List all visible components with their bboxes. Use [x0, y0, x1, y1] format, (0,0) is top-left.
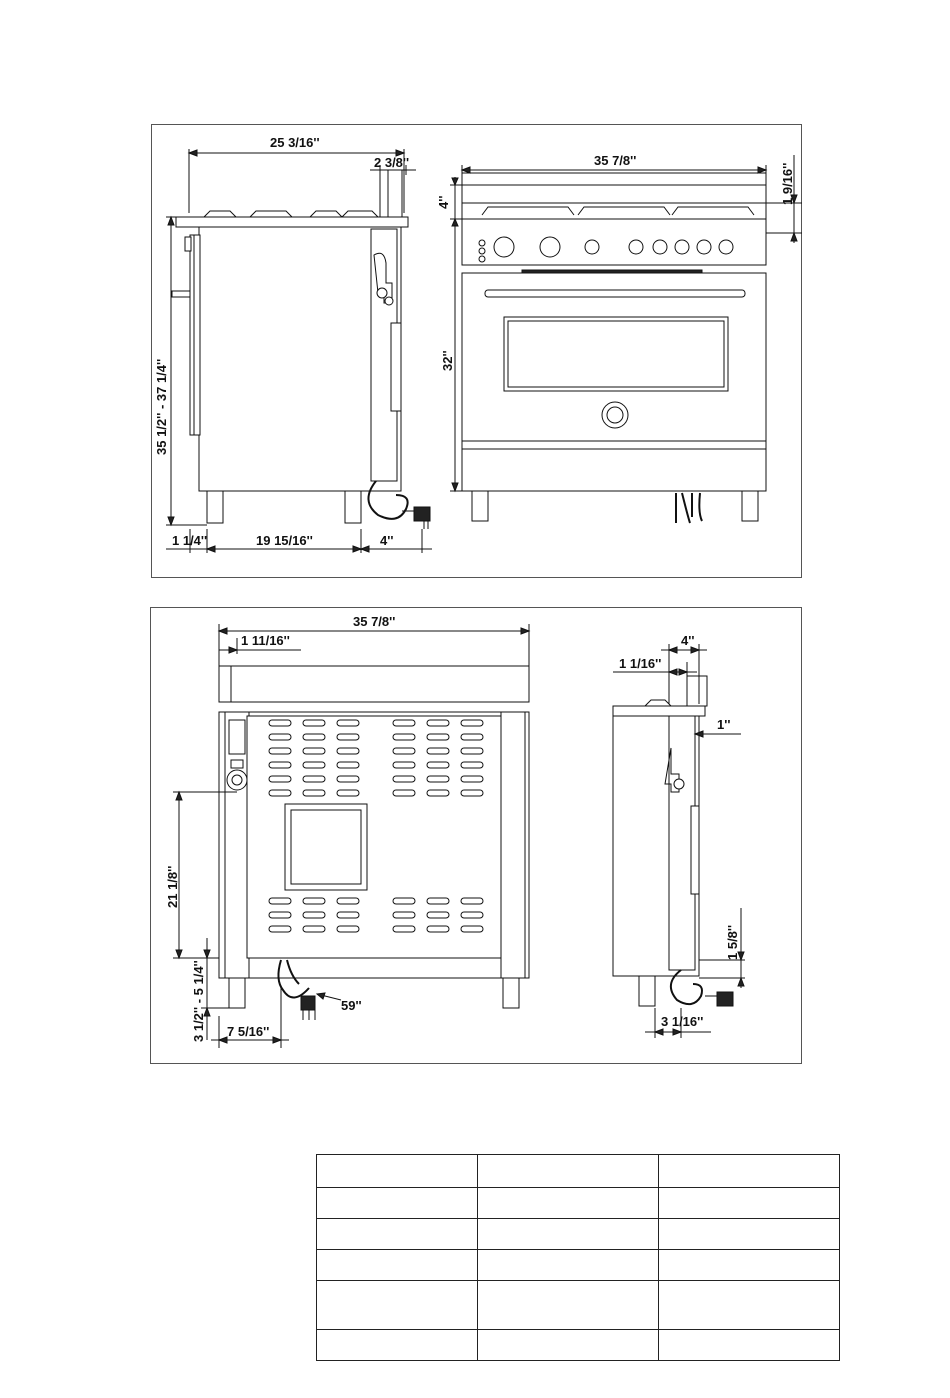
detail-cord-offset-label: 3 1/16'' — [661, 1014, 704, 1029]
burner-knob-icon — [719, 240, 733, 254]
side-and-front-view-drawing — [152, 125, 801, 577]
rear-left-leg — [229, 978, 245, 1008]
oven-handle — [485, 290, 745, 297]
detail-inlet-depth-label: 1 1/16'' — [619, 656, 662, 671]
spec-table-cell — [317, 1155, 478, 1188]
vent-slot — [393, 926, 415, 932]
oven-height-label: 32'' — [440, 350, 455, 371]
vent-slot — [269, 790, 291, 796]
rear-backguard — [219, 666, 529, 702]
rear-and-side-detail-panel — [150, 607, 802, 1064]
vent-slot — [393, 776, 415, 782]
vent-slot — [337, 720, 359, 726]
function-dial-icon — [540, 237, 560, 257]
front-backguard — [462, 173, 766, 203]
vent-slot — [337, 790, 359, 796]
vent-slot — [337, 926, 359, 932]
gas-inlet-icon — [227, 770, 247, 790]
thermostat-dial-icon — [494, 237, 514, 257]
spec-table-cell — [659, 1281, 840, 1330]
range-front-view — [462, 173, 766, 523]
side-rear-leg — [345, 491, 361, 523]
spec-table-cell — [659, 1250, 840, 1281]
vent-slot — [427, 734, 449, 740]
front-left-leg — [472, 491, 488, 521]
burner-knob-icon — [653, 240, 667, 254]
detail-inlet-from-floor-label: 1 5/8'' — [725, 924, 740, 960]
spec-table-row — [317, 1281, 840, 1330]
oven-window — [504, 317, 728, 391]
side-backguard — [380, 170, 402, 217]
detail-clearance-label: 1'' — [717, 717, 731, 732]
spec-table-cell — [478, 1188, 659, 1219]
side-plug — [414, 507, 430, 521]
spec-table-row — [317, 1219, 840, 1250]
vent-slot — [303, 926, 325, 932]
vent-slot — [461, 926, 483, 932]
spec-table-cell — [659, 1155, 840, 1188]
cooktop-offset-label: 1 9/16'' — [780, 162, 795, 205]
cord-length-label: 59'' — [341, 998, 362, 1013]
front-offset-label: 1 1/4'' — [172, 533, 208, 548]
vent-slot — [303, 748, 325, 754]
vent-slot — [427, 776, 449, 782]
detail-cooktop — [613, 706, 705, 716]
rear-offset-label: 4'' — [380, 533, 394, 548]
height-range-label: 35 1/2'' - 37 1/4'' — [154, 358, 169, 455]
detail-plug — [717, 992, 733, 1006]
detail-backguard-depth-label: 4'' — [681, 633, 695, 648]
spec-table-cell — [478, 1330, 659, 1361]
burner-knob-icon — [675, 240, 689, 254]
leg-spacing-label: 19 15/16'' — [256, 533, 313, 548]
vent-slot — [269, 898, 291, 904]
side-and-front-view-panel — [151, 124, 802, 578]
range-side-detail — [613, 676, 733, 1006]
vent-slot — [337, 898, 359, 904]
vent-slot — [461, 734, 483, 740]
vent-slot — [461, 776, 483, 782]
spec-table-row — [317, 1330, 840, 1361]
vent-slot — [461, 898, 483, 904]
burner-knob-icon — [585, 240, 599, 254]
vent-slot — [461, 720, 483, 726]
vent-slot — [427, 762, 449, 768]
vent-slot — [269, 926, 291, 932]
burner-knob-icon — [697, 240, 711, 254]
range-side-view — [172, 170, 430, 529]
vent-slot — [303, 776, 325, 782]
vent-slot — [393, 898, 415, 904]
vent-slot — [269, 762, 291, 768]
spec-table-cell — [659, 1188, 840, 1219]
vent-slot — [269, 776, 291, 782]
vent-slot — [303, 790, 325, 796]
spec-table-cell — [659, 1219, 840, 1250]
spec-table-cell — [659, 1330, 840, 1361]
vent-slot — [427, 748, 449, 754]
vent-slot — [269, 720, 291, 726]
side-cooktop — [176, 217, 408, 227]
rear-width-label: 35 7/8'' — [353, 614, 396, 629]
spec-table-cell — [317, 1219, 478, 1250]
brand-logo-icon — [602, 402, 628, 428]
backguard-height-label: 4'' — [436, 195, 451, 209]
spec-table — [316, 1154, 840, 1361]
vent-slot — [461, 748, 483, 754]
spec-table-cell — [478, 1219, 659, 1250]
vent-slot — [337, 912, 359, 918]
side-door — [190, 235, 200, 435]
vent-slot — [393, 790, 415, 796]
vent-slot — [393, 912, 415, 918]
cord-offset-label: 7 5/16'' — [227, 1024, 270, 1039]
vent-slot — [427, 912, 449, 918]
front-width-label: 35 7/8'' — [594, 153, 637, 168]
backguard-depth-label: 2 3/8'' — [374, 155, 410, 170]
range-rear-view — [219, 666, 529, 1020]
side-rear-bracket — [391, 323, 401, 411]
detail-backguard — [687, 676, 707, 706]
access-plate — [285, 804, 367, 890]
vent-slot — [427, 898, 449, 904]
spec-table-cell — [478, 1155, 659, 1188]
vent-slot — [269, 748, 291, 754]
vent-slot — [337, 748, 359, 754]
rear-plug — [301, 996, 315, 1010]
vent-slot — [269, 734, 291, 740]
side-grates — [204, 211, 378, 217]
spec-table-cell — [317, 1188, 478, 1219]
vent-slot — [269, 912, 291, 918]
front-cooktop — [462, 203, 766, 219]
detail-leg — [639, 976, 655, 1006]
spec-table-row — [317, 1250, 840, 1281]
vent-slot — [393, 720, 415, 726]
front-power-cord — [676, 493, 702, 523]
vent-slot — [337, 776, 359, 782]
spec-table-cell — [478, 1281, 659, 1330]
leg-height-range-label: 3 1/2'' - 5 1/4'' — [191, 960, 206, 1042]
front-right-leg — [742, 491, 758, 521]
vent-slot — [461, 790, 483, 796]
vent-slot — [461, 912, 483, 918]
inlet-offset-label: 1 11/16'' — [241, 633, 290, 648]
vent-slot — [427, 790, 449, 796]
vent-slot — [303, 912, 325, 918]
vent-slot — [303, 720, 325, 726]
side-handle — [172, 291, 190, 297]
spec-table-row — [317, 1155, 840, 1188]
depth-overall-label: 25 3/16'' — [270, 135, 320, 150]
spec-table-cell — [317, 1250, 478, 1281]
side-knob — [185, 237, 191, 251]
rear-right-leg — [503, 978, 519, 1008]
vent-slot — [303, 734, 325, 740]
spec-table-cell — [478, 1250, 659, 1281]
spec-table-cell — [317, 1330, 478, 1361]
vent-slot — [427, 926, 449, 932]
vent-slot — [337, 734, 359, 740]
vent-slot — [393, 734, 415, 740]
vent-slot — [303, 898, 325, 904]
inlet-height-label: 21 1/8'' — [165, 865, 180, 908]
vent-slot — [337, 762, 359, 768]
rear-right-rail — [501, 712, 525, 978]
spec-table-cell — [317, 1281, 478, 1330]
spec-table-row — [317, 1188, 840, 1219]
vent-slot — [393, 762, 415, 768]
rear-and-side-detail-drawing — [151, 608, 801, 1063]
side-front-leg — [207, 491, 223, 523]
vent-slot — [393, 748, 415, 754]
vent-slot — [303, 762, 325, 768]
vent-slot — [461, 762, 483, 768]
burner-knob-icon — [629, 240, 643, 254]
vent-slot — [427, 720, 449, 726]
